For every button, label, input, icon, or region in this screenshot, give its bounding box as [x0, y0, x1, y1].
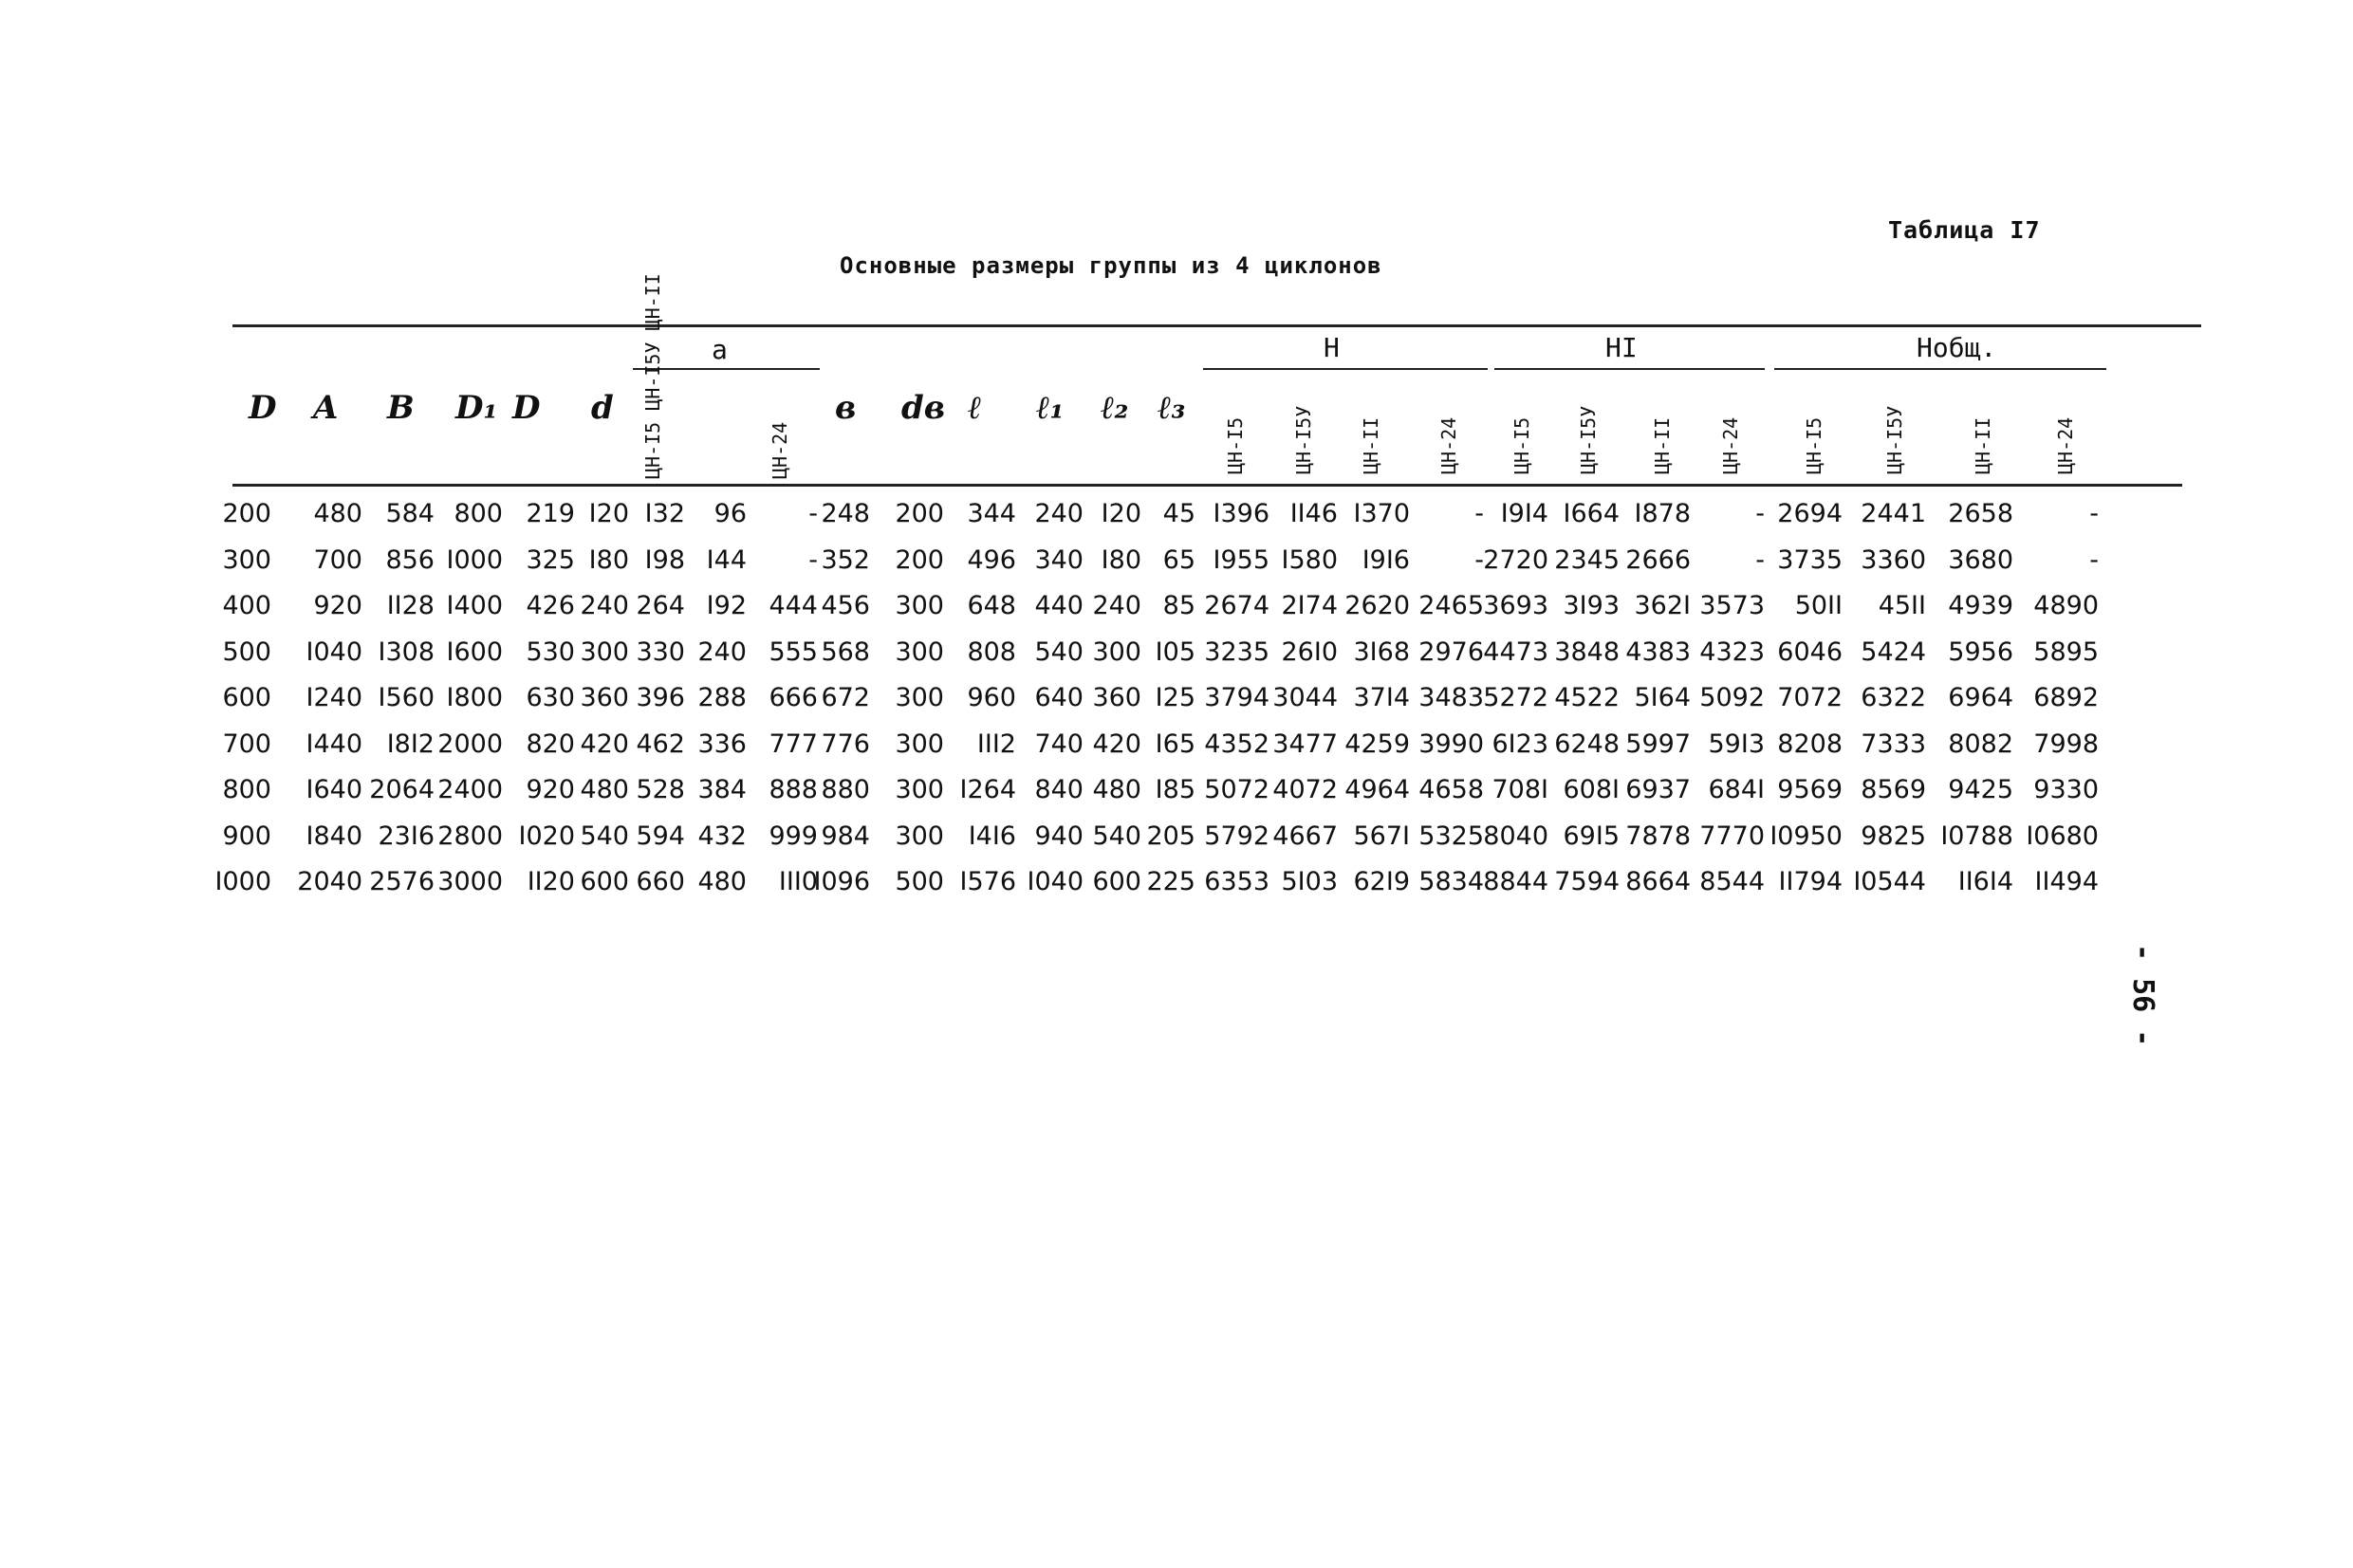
table-cell: 4890: [2033, 591, 2099, 620]
col-header-d: d: [591, 389, 614, 427]
table-cell: 2064: [369, 775, 435, 804]
table-cell: I8I2: [386, 729, 435, 759]
table-cell: -: [1755, 499, 1765, 528]
col-header-h1-cn24: ЦН-24: [1719, 416, 1742, 474]
table-cell: 9425: [1948, 775, 2013, 804]
table-cell: 240: [697, 636, 747, 667]
table-cell: 456: [821, 591, 870, 620]
table-cell: I44: [706, 544, 747, 575]
table-cell: 2666: [1625, 544, 1691, 575]
table-cell: 200: [895, 544, 944, 575]
table-cell: 200: [895, 499, 944, 528]
table-cell: I32: [644, 499, 685, 528]
table-cell: 2658: [1948, 499, 2013, 528]
table-cell: 960: [967, 683, 1016, 712]
table-cell: III0: [778, 867, 818, 896]
table-cell: 660: [636, 867, 685, 896]
header-a: а: [712, 334, 728, 365]
table-cell: -: [808, 499, 818, 528]
table-cell: I040: [1027, 867, 1084, 896]
table-cell: 344: [967, 499, 1016, 528]
table-cell: 462: [636, 729, 685, 759]
table-cell: 205: [1146, 821, 1195, 851]
table-cell: 4522: [1554, 683, 1620, 712]
table-cell: -: [1474, 544, 1484, 575]
table-cell: 480: [697, 867, 747, 896]
col-header-hobsh-cn24: ЦН-24: [2054, 416, 2077, 474]
table-cell: I0950: [1769, 821, 1843, 851]
table-cell: 2976: [1418, 636, 1484, 667]
table-cell: 37I4: [1353, 683, 1410, 712]
table-cell: 640: [1034, 683, 1084, 712]
table-cell: I400: [446, 591, 503, 620]
table-cell: 528: [636, 775, 685, 804]
table-cell: I600: [446, 636, 503, 667]
table-cell: 700: [222, 729, 271, 759]
table-cell: 920: [526, 775, 575, 804]
header-hobsh: Нобщ.: [1917, 332, 1997, 363]
table-cell: I80: [1101, 544, 1141, 575]
table-cell: 5092: [1699, 683, 1765, 712]
table-cell: 2674: [1204, 591, 1269, 620]
table-cell: 2441: [1861, 499, 1926, 528]
table-cell: 396: [636, 683, 685, 712]
group-rule-h1: [1494, 368, 1765, 370]
table-cell: 800: [222, 775, 271, 804]
table-cell: 85: [1162, 591, 1195, 620]
table-cell: 360: [580, 683, 629, 712]
table-cell: 444: [769, 591, 818, 620]
table-cell: 5325: [1418, 821, 1484, 851]
col-header-a-cn: ЦН-I5 ЦН-I5У ЦН-II: [641, 273, 664, 479]
table-cell: I0788: [1940, 821, 2013, 851]
table-cell: 7878: [1625, 821, 1691, 851]
table-cell: 920: [313, 591, 362, 620]
table-cell: 5424: [1861, 636, 1926, 667]
table-cell: 6937: [1625, 775, 1691, 804]
table-cell: 540: [580, 821, 629, 851]
table-cell: 4964: [1344, 775, 1410, 804]
table-cell: 5072: [1204, 775, 1269, 804]
table-cell: 300: [895, 683, 944, 712]
table-cell: 900: [222, 821, 271, 851]
table-cell: 219: [526, 499, 575, 528]
table-cell: 555: [769, 636, 818, 667]
table-cell: 500: [222, 636, 271, 667]
table-cell: II28: [386, 591, 435, 620]
table-cell: 480: [313, 499, 362, 528]
table-cell: 584: [385, 499, 435, 528]
table-cell: 3848: [1554, 636, 1620, 667]
table-cell: 984: [821, 821, 870, 851]
table-cell: 3483: [1418, 683, 1484, 712]
table-cell: I05: [1155, 636, 1195, 667]
header-h1: НI: [1605, 332, 1638, 363]
table-cell: -: [2089, 499, 2099, 528]
table-cell: -: [2089, 544, 2099, 575]
table-cell: I92: [706, 591, 747, 620]
table-cell: 856: [385, 544, 435, 575]
table-cell: 240: [1092, 591, 1141, 620]
page-number: - 56 -: [2126, 944, 2159, 1047]
table-cell: 600: [222, 683, 271, 712]
table-cell: 6964: [1948, 683, 2013, 712]
col-header-h1-cn11: ЦН-II: [1651, 416, 1674, 474]
table-cell: 225: [1146, 867, 1195, 896]
table-cell: 4352: [1204, 729, 1269, 759]
col-header-hobsh-cn15u: ЦН-I5У: [1883, 405, 1906, 474]
table-cell: 540: [1092, 821, 1141, 851]
table-cell: 5I03: [1281, 867, 1338, 896]
table-cell: 594: [636, 821, 685, 851]
table-cell: 9330: [2033, 775, 2099, 804]
col-header-hobsh-cn15: ЦН-I5: [1803, 416, 1825, 474]
table-cell: I800: [446, 683, 503, 712]
table-cell: 496: [967, 544, 1016, 575]
col-header-h1-cn15u: ЦН-I5У: [1577, 405, 1600, 474]
table-cell: 300: [895, 591, 944, 620]
table-cell: 740: [1034, 729, 1084, 759]
table-label: Таблица I7: [1888, 216, 2041, 244]
col-header-a-cn24: ЦН-24: [769, 421, 791, 479]
table-cell: I0544: [1853, 867, 1926, 896]
table-cell: 96: [713, 499, 747, 528]
col-header-D1: D₁: [455, 389, 498, 427]
table-cell: II6I4: [1957, 867, 2013, 896]
table-cell: 2I74: [1281, 591, 1338, 620]
table-cell: 2400: [437, 775, 503, 804]
col-header-l3: ℓ₃: [1158, 389, 1186, 427]
table-cell: I98: [644, 544, 685, 575]
table-cell: 4939: [1948, 591, 2013, 620]
table-cell: 648: [967, 591, 1016, 620]
table-cell: 6892: [2033, 683, 2099, 712]
table-cell: I9I6: [1362, 544, 1410, 575]
table-cell: 3044: [1272, 683, 1338, 712]
table-cell: 6I23: [1491, 729, 1548, 759]
table-cell: 62I9: [1353, 867, 1410, 896]
table-cell: 362I: [1634, 591, 1691, 620]
table-cell: I9I4: [1500, 499, 1548, 528]
table-cell: 420: [580, 729, 629, 759]
col-header-b: в: [835, 389, 857, 427]
table-cell: I096: [813, 867, 870, 896]
table-cell: 3360: [1861, 544, 1926, 575]
table-cell: I85: [1155, 775, 1195, 804]
top-rule: [232, 324, 2201, 327]
table-cell: 4072: [1272, 775, 1338, 804]
table-cell: 672: [821, 683, 870, 712]
col-header-D: D: [249, 389, 277, 427]
table-cell: 8040: [1483, 821, 1548, 851]
table-cell: 288: [697, 683, 747, 712]
table-cell: I840: [306, 821, 362, 851]
table-cell: 3477: [1272, 729, 1338, 759]
table-cell: 2800: [437, 821, 503, 851]
table-cell: 300: [895, 821, 944, 851]
header-bottom-rule: [232, 484, 2182, 487]
table-cell: 888: [769, 775, 818, 804]
table-cell: 800: [454, 499, 503, 528]
col-header-h1-cn15: ЦН-I5: [1510, 416, 1533, 474]
table-cell: I576: [959, 867, 1016, 896]
table-cell: 440: [1034, 591, 1084, 620]
table-cell: 708I: [1491, 775, 1548, 804]
table-cell: 5834: [1418, 867, 1484, 896]
table-cell: 2000: [437, 729, 503, 759]
table-cell: 264: [636, 591, 685, 620]
table-cell: 6353: [1204, 867, 1269, 896]
table-cell: 940: [1034, 821, 1084, 851]
table-cell: 9825: [1861, 821, 1926, 851]
table-cell: 3000: [437, 867, 503, 896]
table-cell: 480: [1092, 775, 1141, 804]
table-cell: 7594: [1554, 867, 1620, 896]
table-cell: 820: [526, 729, 575, 759]
table-cell: 7072: [1777, 683, 1843, 712]
table-cell: 3573: [1699, 591, 1765, 620]
table-cell: 2620: [1344, 591, 1410, 620]
header-h: Н: [1324, 332, 1340, 363]
group-rule-hobsh: [1774, 368, 2106, 370]
table-cell: 45: [1162, 499, 1195, 528]
table-cell: I80: [588, 544, 629, 575]
table-cell: 8208: [1777, 729, 1843, 759]
table-cell: 352: [821, 544, 870, 575]
table-cell: 568: [821, 636, 870, 667]
col-header-D2: D: [512, 389, 541, 427]
col-header-h-cn24: ЦН-24: [1437, 416, 1460, 474]
table-cell: 500: [895, 867, 944, 896]
table-cell: 8569: [1861, 775, 1926, 804]
table-cell: I4I6: [968, 821, 1016, 851]
table-cell: 330: [636, 636, 685, 667]
table-cell: 50II: [1794, 591, 1843, 620]
table-cell: 2040: [297, 867, 362, 896]
col-header-hobsh-cn11: ЦН-II: [1972, 416, 1994, 474]
table-cell: 7998: [2033, 729, 2099, 759]
table-cell: 300: [222, 544, 271, 575]
table-cell: 600: [1092, 867, 1141, 896]
table-cell: 23I6: [378, 821, 435, 851]
table-cell: I20: [1101, 499, 1141, 528]
table-cell: I308: [378, 636, 435, 667]
table-cell: 2694: [1777, 499, 1843, 528]
table-cell: 8664: [1625, 867, 1691, 896]
table-cell: 384: [697, 775, 747, 804]
table-cell: 3I68: [1353, 636, 1410, 667]
col-header-A: A: [313, 389, 339, 427]
table-cell: 7333: [1861, 729, 1926, 759]
table-cell: 325: [526, 544, 575, 575]
table-cell: 300: [895, 729, 944, 759]
col-header-h-cn15: ЦН-I5: [1224, 416, 1247, 474]
table-cell: 840: [1034, 775, 1084, 804]
table-cell: 5956: [1948, 636, 2013, 667]
table-cell: 6248: [1554, 729, 1620, 759]
table-cell: I040: [306, 636, 362, 667]
table-cell: 2576: [369, 867, 435, 896]
table-cell: 5997: [1625, 729, 1691, 759]
table-cell: 5792: [1204, 821, 1269, 851]
table-cell: 6046: [1777, 636, 1843, 667]
table-title: Основные размеры группы из 4 циклонов: [840, 252, 1382, 279]
table-cell: 8082: [1948, 729, 2013, 759]
table-cell: I396: [1213, 499, 1269, 528]
table-cell: 808: [967, 636, 1016, 667]
table-cell: 700: [313, 544, 362, 575]
table-cell: 3693: [1483, 591, 1548, 620]
col-header-h-cn15u: ЦН-I5У: [1292, 405, 1315, 474]
table-cell: 2345: [1554, 544, 1620, 575]
table-cell: 480: [580, 775, 629, 804]
table-cell: 600: [580, 867, 629, 896]
table-cell: I20: [588, 499, 629, 528]
table-cell: -: [808, 544, 818, 575]
table-cell: -: [1755, 544, 1765, 575]
table-cell: 69I5: [1563, 821, 1620, 851]
table-cell: I640: [306, 775, 362, 804]
table-cell: 3794: [1204, 683, 1269, 712]
table-cell: 540: [1034, 636, 1084, 667]
col-header-l: ℓ: [968, 389, 982, 427]
table-cell: 420: [1092, 729, 1141, 759]
table-cell: -: [1474, 499, 1484, 528]
table-cell: 5I64: [1634, 683, 1691, 712]
table-cell: 880: [821, 775, 870, 804]
table-cell: 400: [222, 591, 271, 620]
group-rule-h: [1203, 368, 1488, 370]
table-cell: 4259: [1344, 729, 1410, 759]
table-cell: I580: [1281, 544, 1338, 575]
table-cell: I264: [959, 775, 1016, 804]
table-cell: I020: [518, 821, 575, 851]
col-header-h-cn11: ЦН-II: [1360, 416, 1382, 474]
table-cell: 248: [821, 499, 870, 528]
table-cell: II20: [527, 867, 575, 896]
table-cell: 336: [697, 729, 747, 759]
col-header-l2: ℓ₂: [1101, 389, 1129, 427]
table-cell: 426: [526, 591, 575, 620]
table-cell: 5895: [2033, 636, 2099, 667]
col-header-l1: ℓ₁: [1036, 389, 1065, 427]
table-cell: I664: [1563, 499, 1620, 528]
table-cell: 8544: [1699, 867, 1765, 896]
table-cell: I440: [306, 729, 362, 759]
table-cell: I25: [1155, 683, 1195, 712]
table-cell: 777: [769, 729, 818, 759]
table-cell: 300: [895, 775, 944, 804]
table-cell: I0680: [2026, 821, 2099, 851]
table-cell: I000: [214, 867, 271, 896]
table-cell: 7770: [1699, 821, 1765, 851]
table-cell: 8844: [1483, 867, 1548, 896]
table-cell: 340: [1034, 544, 1084, 575]
table-cell: 3735: [1777, 544, 1843, 575]
table-cell: 2720: [1483, 544, 1548, 575]
table-cell: 567I: [1353, 821, 1410, 851]
table-cell: 3I93: [1563, 591, 1620, 620]
col-header-dv: dв: [901, 389, 946, 427]
table-cell: II794: [1778, 867, 1843, 896]
table-cell: I370: [1353, 499, 1410, 528]
table-cell: 360: [1092, 683, 1141, 712]
table-cell: 65: [1162, 544, 1195, 575]
table-cell: 300: [580, 636, 629, 667]
table-cell: 4658: [1418, 775, 1484, 804]
table-cell: 6322: [1861, 683, 1926, 712]
table-cell: 3990: [1418, 729, 1484, 759]
table-cell: 240: [580, 591, 629, 620]
table-cell: 5272: [1483, 683, 1548, 712]
table-cell: I878: [1634, 499, 1691, 528]
table-cell: 4473: [1483, 636, 1548, 667]
col-header-B: B: [387, 389, 415, 427]
table-cell: 666: [769, 683, 818, 712]
table-cell: 2465: [1418, 591, 1484, 620]
table-cell: 684I: [1708, 775, 1765, 804]
table-cell: 630: [526, 683, 575, 712]
table-cell: 4383: [1625, 636, 1691, 667]
table-cell: 9569: [1777, 775, 1843, 804]
table-cell: 26I0: [1281, 636, 1338, 667]
table-cell: 776: [821, 729, 870, 759]
table-cell: III2: [976, 729, 1016, 759]
table-cell: 240: [1034, 499, 1084, 528]
table-cell: 200: [222, 499, 271, 528]
table-cell: 3680: [1948, 544, 2013, 575]
table-cell: 45II: [1878, 591, 1926, 620]
table-cell: I65: [1155, 729, 1195, 759]
table-cell: 3235: [1204, 636, 1269, 667]
table-cell: II46: [1289, 499, 1338, 528]
table-cell: 608I: [1563, 775, 1620, 804]
table-cell: 4323: [1699, 636, 1765, 667]
table-cell: 530: [526, 636, 575, 667]
table-cell: 432: [697, 821, 747, 851]
table-cell: I240: [306, 683, 362, 712]
table-cell: 300: [895, 636, 944, 667]
table-cell: 300: [1092, 636, 1141, 667]
table-cell: 59I3: [1708, 729, 1765, 759]
table-cell: 999: [769, 821, 818, 851]
table-cell: I560: [378, 683, 435, 712]
table-cell: I955: [1213, 544, 1269, 575]
table-cell: 4667: [1272, 821, 1338, 851]
table-cell: II494: [2034, 867, 2099, 896]
table-cell: I000: [446, 544, 503, 575]
